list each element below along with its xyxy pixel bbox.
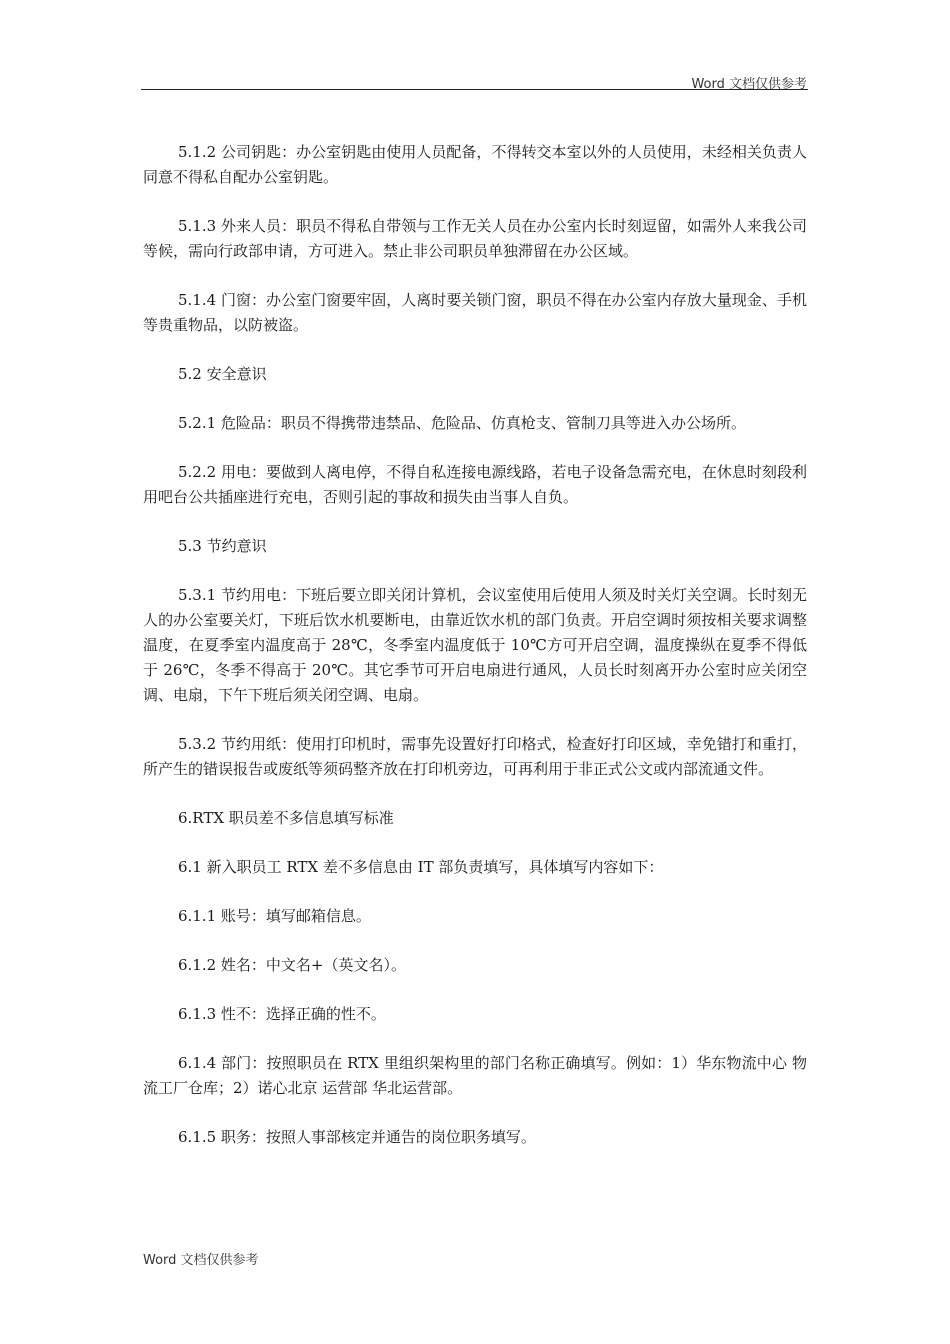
paragraph: 6.1 新入职员工 RTX 差不多信息由 IT 部负责填写，具体填写内容如下： (178, 858, 664, 876)
paragraph: 6.1.3 性不：选择正确的性不。 (178, 1005, 386, 1023)
paragraph: 5.2.1 危险品：职员不得携带违禁品、危险品、仿真枪支、管制刀具等进入办公场所。 (178, 414, 746, 432)
paragraph: 6.1.2 姓名：中文名+（英文名）。 (178, 956, 407, 974)
header-divider (141, 89, 808, 90)
paragraph: 5.3.1 节约用电：下班后要立即关闭计算机，会议室使用后使用人须及时关灯关空调。长时刻无人的办公室要关灯，下班后饮水机要断电，由靠近饮水机的部门负责。开启空调时须按相关要求调整温度，在夏季室内温度高于 28℃，冬季室内温度低于 10℃方可开启空调，温度操纵在夏季不得低于 26℃，冬季不得高于 20℃。其它季节可开启电扇进行通风，人员长时刻离开办公室时应关闭空调、电扇，下午下班后须关闭空调、电扇。 (143, 586, 807, 704)
paragraph: 5.1.2 公司钥匙：办公室钥匙由使用人员配备，不得转交本室以外的人员使用，未经相关负责人同意不得私自配办公室钥匙。 (143, 143, 807, 186)
section-heading: 6.RTX 职员差不多信息填写标准 (178, 809, 394, 827)
paragraph: 5.3.2 节约用纸：使用打印机时，需事先设置好打印格式，检查好打印区域，幸免错打和重打，所产生的错误报告或废纸等须码整齐放在打印机旁边，可再利用于非正式公文或内部流通文件。 (143, 735, 807, 778)
paragraph: 5.2.2 用电：要做到人离电停，不得自私连接电源线路，若电子设备急需充电，在休息时刻段利用吧台公共插座进行充电，否则引起的事故和损失由当事人自负。 (143, 463, 807, 506)
paragraph: 6.1.1 账号：填写邮箱信息。 (178, 907, 371, 925)
paragraph: 6.1.5 职务：按照人事部核定并通告的岗位职务填写。 (178, 1128, 536, 1146)
page-header: Word 文档仅供参考 (691, 77, 807, 92)
paragraph: 5.1.4 门窗：办公室门窗要牢固，人离时要关锁门窗，职员不得在办公室内存放大量现金、手机等贵重物品，以防被盗。 (143, 291, 807, 334)
paragraph: 5.1.3 外来人员：职员不得私自带领与工作无关人员在办公室内长时刻逗留，如需外人来我公司等候，需向行政部申请，方可进入。禁止非公司职员单独滞留在办公区域。 (143, 217, 807, 260)
page-footer: Word 文档仅供参考 (143, 1253, 259, 1268)
paragraph: 6.1.4 部门：按照职员在 RTX 里组织架构里的部门名称正确填写。例如：1）华东物流中心 物流工厂仓库；2）诺心北京 运营部 华北运营部。 (143, 1054, 807, 1097)
section-heading: 5.3 节约意识 (178, 537, 267, 555)
document-body (143, 140, 807, 1174)
section-heading: 5.2 安全意识 (178, 365, 267, 383)
